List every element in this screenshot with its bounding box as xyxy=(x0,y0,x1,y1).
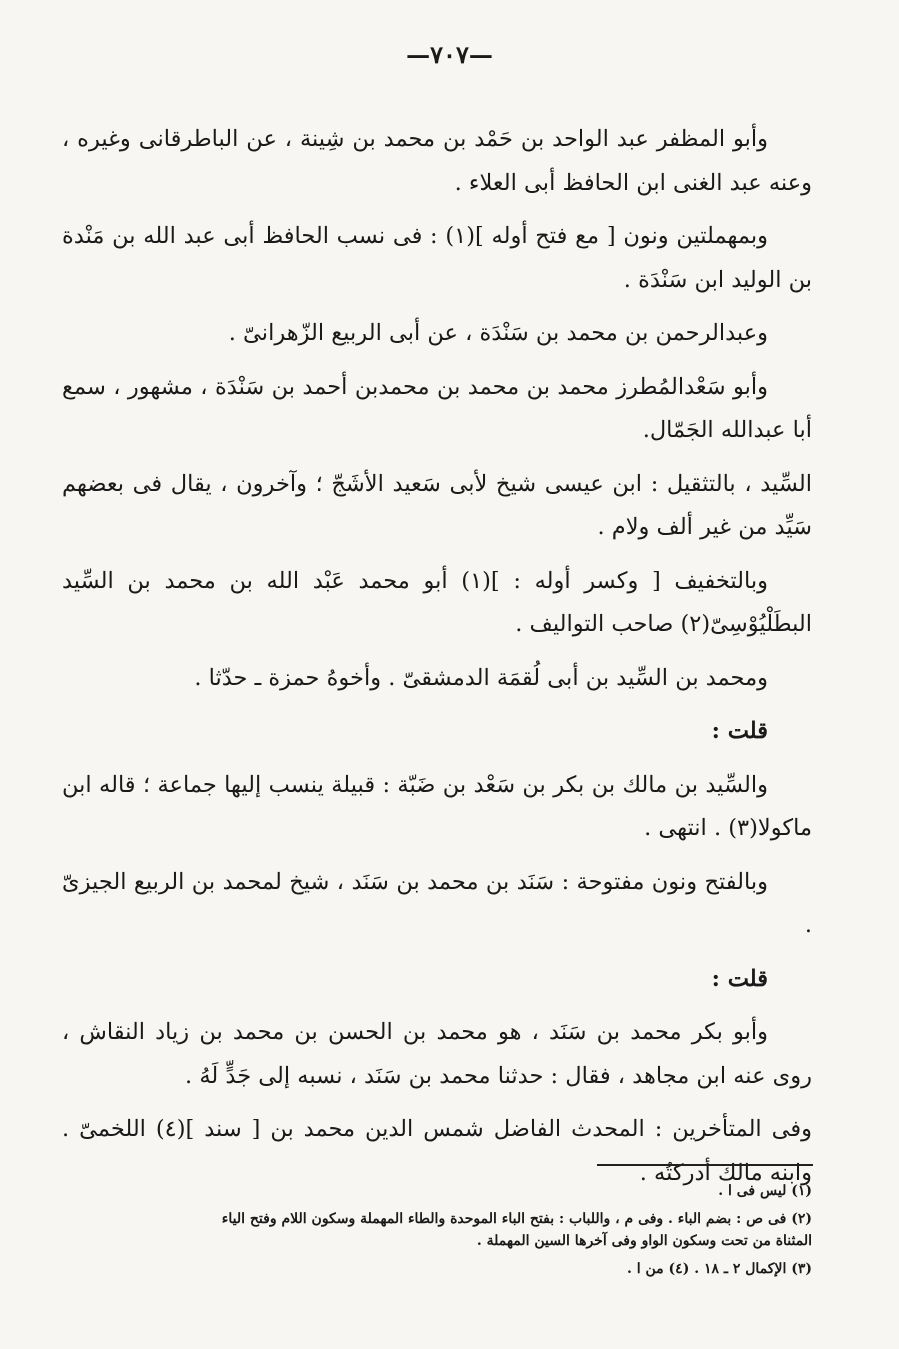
paragraph: وعبدالرحمن بن محمد بن سَنْدَة ، عن أبى الربيع الزّهرانىّ . xyxy=(228,320,768,346)
paragraph: وأبو بكر محمد بن سَنَد ، هو محمد بن الحسن بن محمد بن زياد النقاش ، روى عنه ابن مجاهد ، فقال : حدثنا محمد بن سَنَد ، نسبه إلى جَدٍّ لَهُ . xyxy=(62,1019,812,1089)
paragraph: وبالفتح ونون مفتوحة : سَنَد بن محمد بن سَنَد ، شيخ لمحمد بن الربيع الجيزىّ . xyxy=(62,868,812,938)
paragraph: وفى المتأخرين : المحدث الفاضل شمس الدين محمد بن [ سند ](٤) اللخمىّ . وابنه مالك أدركتُه . xyxy=(62,1116,812,1186)
paragraph: وبالتخفيف [ وكسر أوله : ](١) أبو محمد عَبْد الله بن محمد بن السِّيد البطَلْيُوْسِىّ(٢) صاحب التواليف . xyxy=(62,567,812,637)
section-heading: قلت : xyxy=(711,965,768,992)
footnote: (١) ليس فى ا . xyxy=(718,1183,812,1199)
paragraph: وأبو سَعْدالمُطرز محمد بن محمد بن محمدبن أحمد بن سَنْدَة ، مشهور ، سمع أبا عبدالله الجَمّال. xyxy=(62,373,812,443)
paragraph: ومحمد بن السِّيد بن أبى لُقمَة الدمشقىّ . وأخوهُ حمزة ـ حدّثا . xyxy=(194,664,768,691)
paragraph: والسِّيد بن مالك بن بكر بن سَعْد بن ضَبّة : قبيلة ينسب إليها جماعة ؛ قاله ابن ماكولا(٣) . انتهى . xyxy=(62,771,812,841)
footnote: (٣) الإكمال ٢ ـ ١٨ . (٤) من ا . xyxy=(627,1261,812,1277)
page-number: —٧٠٧— xyxy=(406,40,493,69)
main-text xyxy=(62,118,812,1205)
paragraph: وبمهملتين ونون [ مع فتح أوله ](١) : فى نسب الحافظ أبى عبد الله بن مَنْدة بن الوليد ابن سَنْدَة . xyxy=(62,223,812,293)
paragraph: السِّيد ، بالتثقيل : ابن عيسى شيخ لأبى سَعيد الأشَجّ ؛ وآخرون ، يقال فى بعضهم سَيِّد من غير ألف ولام . xyxy=(62,470,812,540)
footnote: (٢) فى ص : بضم الباء . وفى م ، واللباب : بفتح الباء الموحدة والطاء المهملة وسكون اللام وفتح الياء xyxy=(221,1211,812,1227)
paragraph: وأبو المظفر عبد الواحد بن حَمْد بن محمد بن شِينة ، عن الباطرقانى وغيره ، وعنه عبد الغنى ابن الحافظ أبى العلاء . xyxy=(62,126,812,196)
footnote-continuation: المثناة من تحت وسكون الواو وفى آخرها السين المهملة . xyxy=(476,1233,812,1249)
footnotes xyxy=(62,1180,812,1286)
section-heading: قلت : xyxy=(711,718,768,744)
footnote-divider xyxy=(597,1164,813,1166)
